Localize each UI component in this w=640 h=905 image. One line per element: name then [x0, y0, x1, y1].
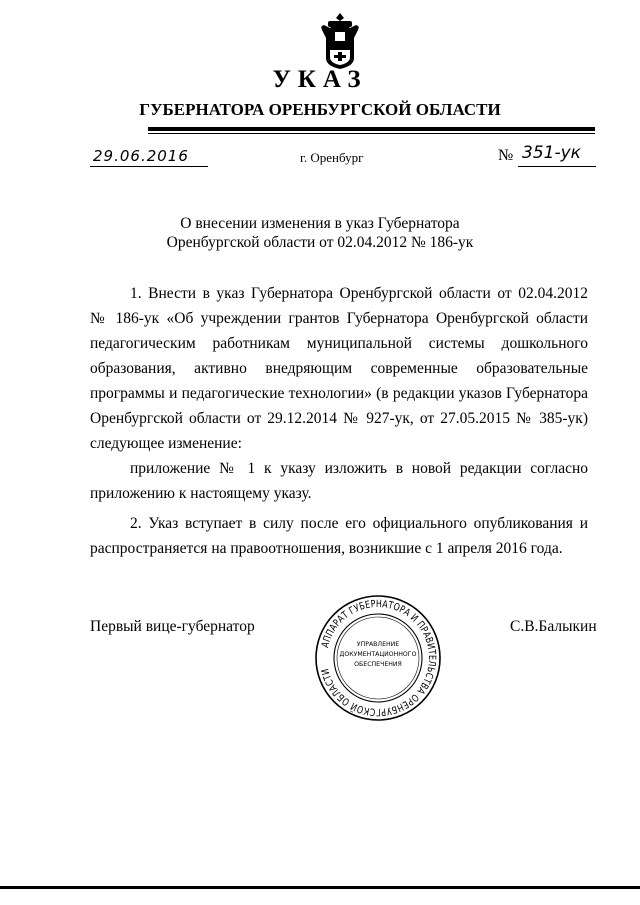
document-type-heading: УКАЗ	[272, 66, 368, 93]
body-line: программы и педагогические технологии» (в редакции указов Губернатора	[90, 385, 588, 402]
number-label: №	[498, 147, 514, 164]
body-line: образования, активно внедряющим современные образовательные	[90, 360, 588, 377]
date-underline	[90, 166, 208, 167]
body-line: приложение № 1 к указу изложить в новой редакции согласно	[130, 460, 588, 477]
header-rule	[148, 127, 595, 131]
body-line: Оренбургской области от 29.12.2014 № 927-ук, от 27.05.2015 № 385-ук)	[90, 410, 588, 427]
body-line: распространяется на правоотношения, возникшие с 1 апреля 2016 года.	[90, 540, 563, 557]
seal-ring-text: АППАРАТ ГУБЕРНАТОРА И ПРАВИТЕЛЬСТВА ОРЕНБУРГСКОЙ ОБЛАСТИ	[319, 598, 438, 718]
signatory-name: С.В.Балыкин	[510, 618, 597, 635]
footer-rule	[0, 886, 640, 889]
document-number: 351-ук	[522, 143, 581, 163]
number-underline	[518, 166, 596, 167]
header-rule-thin	[148, 133, 595, 134]
coat-of-arms-icon	[318, 12, 362, 70]
seal-center-text: ОБЕСПЕЧЕНИЯ	[354, 661, 402, 668]
seal-center-text: ДОКУМЕНТАЦИОННОГО	[339, 651, 417, 658]
body-line: педагогическим работникам муниципальной системы дошкольного	[90, 335, 588, 352]
signatory-title: Первый вице-губернатор	[90, 618, 255, 635]
document-date: 29.06.2016	[93, 147, 189, 165]
issuer-heading: ГУБЕРНАТОРА ОРЕНБУРГСКОЙ ОБЛАСТИ	[139, 100, 501, 119]
document-subject	[0, 214, 640, 252]
document-city: г. Оренбург	[300, 150, 364, 165]
official-seal	[313, 593, 443, 723]
body-line: следующее изменение:	[90, 435, 242, 452]
body-line: 1. Внести в указ Губернатора Оренбургской области от 02.04.2012	[130, 285, 588, 302]
seal-center-text: УПРАВЛЕНИЕ	[356, 641, 400, 648]
body-line: 2. Указ вступает в силу после его официального опубликования и	[130, 515, 588, 532]
body-line: приложению к настоящему указу.	[90, 485, 312, 502]
subject-line: О внесении изменения в указ Губернатора	[180, 215, 460, 232]
subject-line: Оренбургской области от 02.04.2012 № 186-ук	[166, 234, 474, 251]
body-line: № 186-ук «Об учреждении грантов Губернатора Оренбургской области	[90, 310, 588, 327]
